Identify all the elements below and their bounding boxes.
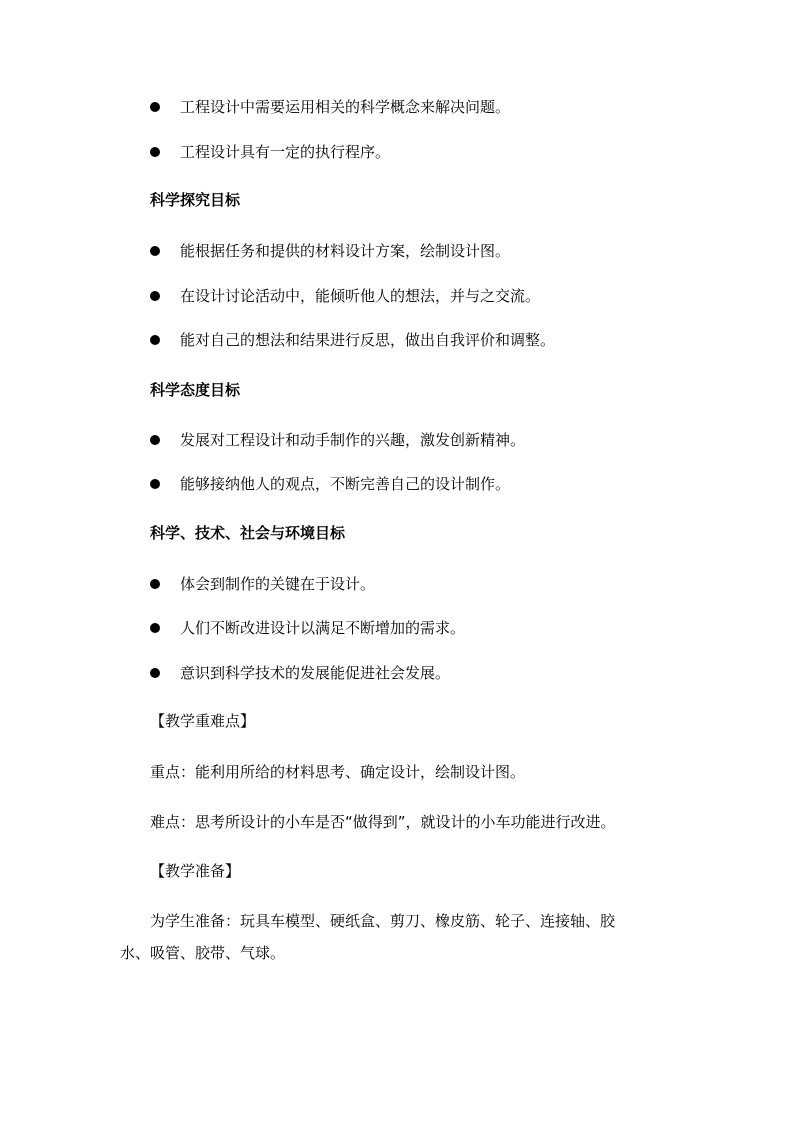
list-item-text: 工程设计中需要运用相关的科学概念来解决问题。 — [180, 98, 511, 116]
bullet-icon — [150, 102, 160, 112]
focus-paragraph: 重点：能利用所给的材料思考、确定设计，绘制设计图。 — [150, 763, 526, 781]
list-item-text: 发展对工程设计和动手制作的兴趣，激发创新精神。 — [180, 431, 526, 449]
bullet-icon — [150, 147, 160, 157]
bullet-icon — [150, 335, 160, 345]
section-heading-inquiry: 科学探究目标 — [150, 191, 241, 209]
preparation-paragraph-line2: 水、吸管、胶带、气球。 — [120, 944, 286, 962]
preparation-paragraph-line1: 为学生准备：玩具车模型、硬纸盒、剪刀、橡皮筋、轮子、连接轴、胶 — [150, 912, 616, 930]
list-item-text: 能够接纳他人的观点，不断完善自己的设计制作。 — [180, 475, 511, 493]
bullet-icon — [150, 291, 160, 301]
list-item-text: 在设计讨论活动中，能倾听他人的想法，并与之交流。 — [180, 287, 541, 305]
list-item-text: 意识到科学技术的发展能促进社会发展。 — [180, 664, 451, 682]
bullet-icon — [150, 479, 160, 489]
section-heading-key-points: 【教学重难点】 — [150, 712, 256, 730]
list-item-text: 能根据任务和提供的材料设计方案，绘制设计图。 — [180, 242, 511, 260]
list-item-text: 人们不断改进设计以满足不断增加的需求。 — [180, 619, 466, 637]
section-heading-sts: 科学、技术、社会与环境目标 — [150, 524, 346, 542]
bullet-icon — [150, 435, 160, 445]
list-item-text: 工程设计具有一定的执行程序。 — [180, 143, 391, 161]
list-item-text: 体会到制作的关键在于设计。 — [180, 575, 376, 593]
section-heading-attitude: 科学态度目标 — [150, 381, 241, 399]
bullet-icon — [150, 579, 160, 589]
difficulty-paragraph: 难点：思考所设计的小车是否“做得到”，就设计的小车功能进行改进。 — [150, 813, 616, 831]
bullet-icon — [150, 623, 160, 633]
list-item-text: 能对自己的想法和结果进行反思，做出自我评价和调整。 — [180, 331, 556, 349]
section-heading-preparation: 【教学准备】 — [150, 862, 241, 880]
bullet-icon — [150, 246, 160, 256]
bullet-icon — [150, 668, 160, 678]
